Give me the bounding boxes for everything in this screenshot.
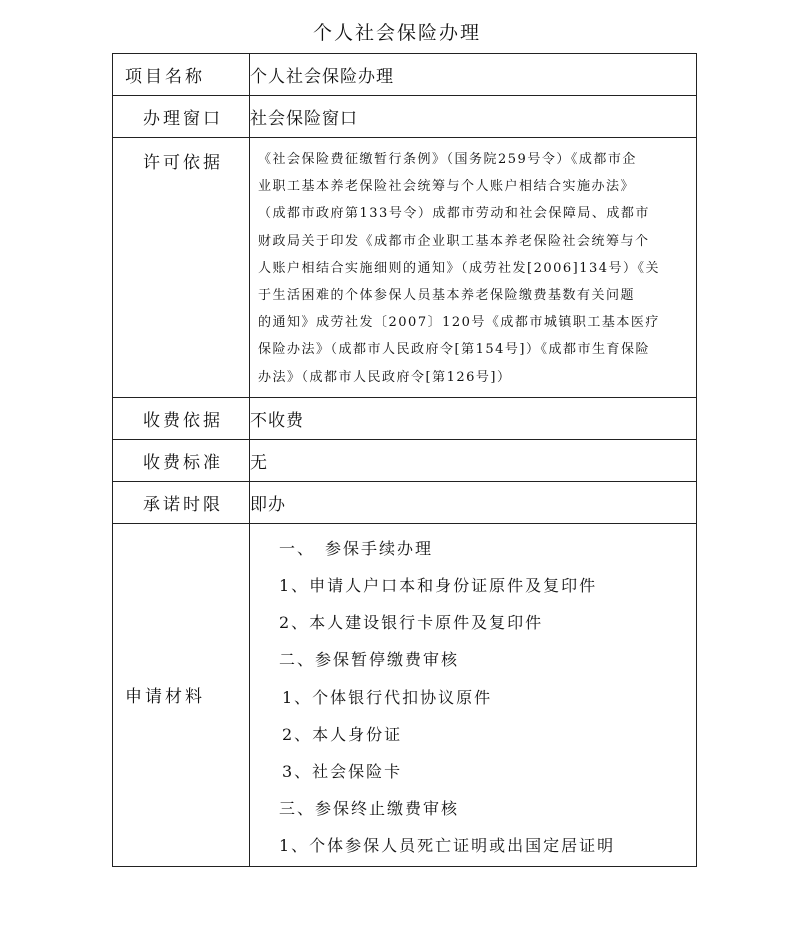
basis-line: 《社会保险费征缴暂行条例》（国务院259号令）《成都市企 (258, 152, 637, 167)
basis-line: 办法》（成都市人民政府令[第126号]） (258, 369, 512, 385)
label-time-limit: 承诺时限 (113, 481, 250, 523)
materials-item: 1、申请人户口本和身份证原件及复印件 (279, 576, 598, 596)
row-time-limit (113, 481, 697, 523)
label-fee-standard: 收费标准 (113, 439, 250, 481)
basis-line: 的通知》成劳社发〔2007〕120号《成都市城镇职工基本医疗 (258, 315, 660, 331)
basis-line: 业职工基本养老保险社会统筹与个人账户相结合实施办法》 (258, 179, 636, 195)
materials-section-heading: 一、 参保手续办理 (279, 538, 434, 558)
value-fee-standard: 无 (250, 439, 697, 481)
basis-line: （成都市政府第133号令）成都市劳动和社会保障局、成都市 (258, 206, 650, 222)
materials-section-heading: 二、参保暂停缴费审核 (279, 650, 460, 670)
label-basis: 许可依据 (113, 138, 250, 398)
row-fee-standard (113, 439, 697, 481)
value-materials (250, 523, 697, 866)
materials-item: 2、本人建设银行卡原件及复印件 (279, 613, 544, 633)
row-basis (113, 138, 697, 398)
label-materials: 申请材料 (113, 523, 250, 866)
info-table (112, 53, 697, 867)
materials-item: 3、社会保险卡 (282, 761, 403, 781)
row-fee-basis (113, 397, 697, 439)
materials-section-heading: 三、参保终止缴费审核 (279, 799, 460, 819)
basis-line: 于生活困难的个体参保人员基本养老保险缴费基数有关问题 (258, 288, 636, 304)
basis-line: 财政局关于印发《成都市企业职工基本养老保险社会统筹与个 (258, 233, 650, 249)
materials-item: 2、本人身份证 (282, 724, 403, 744)
row-materials (113, 523, 697, 866)
value-window: 社会保险窗口 (250, 96, 697, 138)
basis-line: 保险办法》（成都市人民政府令[第154号]）《成都市生育保险 (258, 342, 650, 358)
value-item-name: 个人社会保险办理 (250, 54, 697, 96)
materials-item: 1、个体银行代扣协议原件 (282, 687, 493, 707)
value-basis (250, 138, 697, 398)
document-title: 个人社会保险办理 (312, 22, 481, 44)
value-time-limit: 即办 (250, 481, 697, 523)
label-fee-basis: 收费依据 (113, 397, 250, 439)
value-fee-basis: 不收费 (250, 397, 697, 439)
label-window: 办理窗口 (113, 96, 250, 138)
basis-line: 人账户相结合实施细则的通知》（成劳社发[2006]134号）《关 (258, 260, 661, 276)
row-window (113, 96, 697, 138)
materials-item: 1、个体参保人员死亡证明或出国定居证明 (279, 836, 616, 856)
row-item-name (113, 54, 697, 96)
label-item-name: 项目名称 (113, 54, 250, 96)
